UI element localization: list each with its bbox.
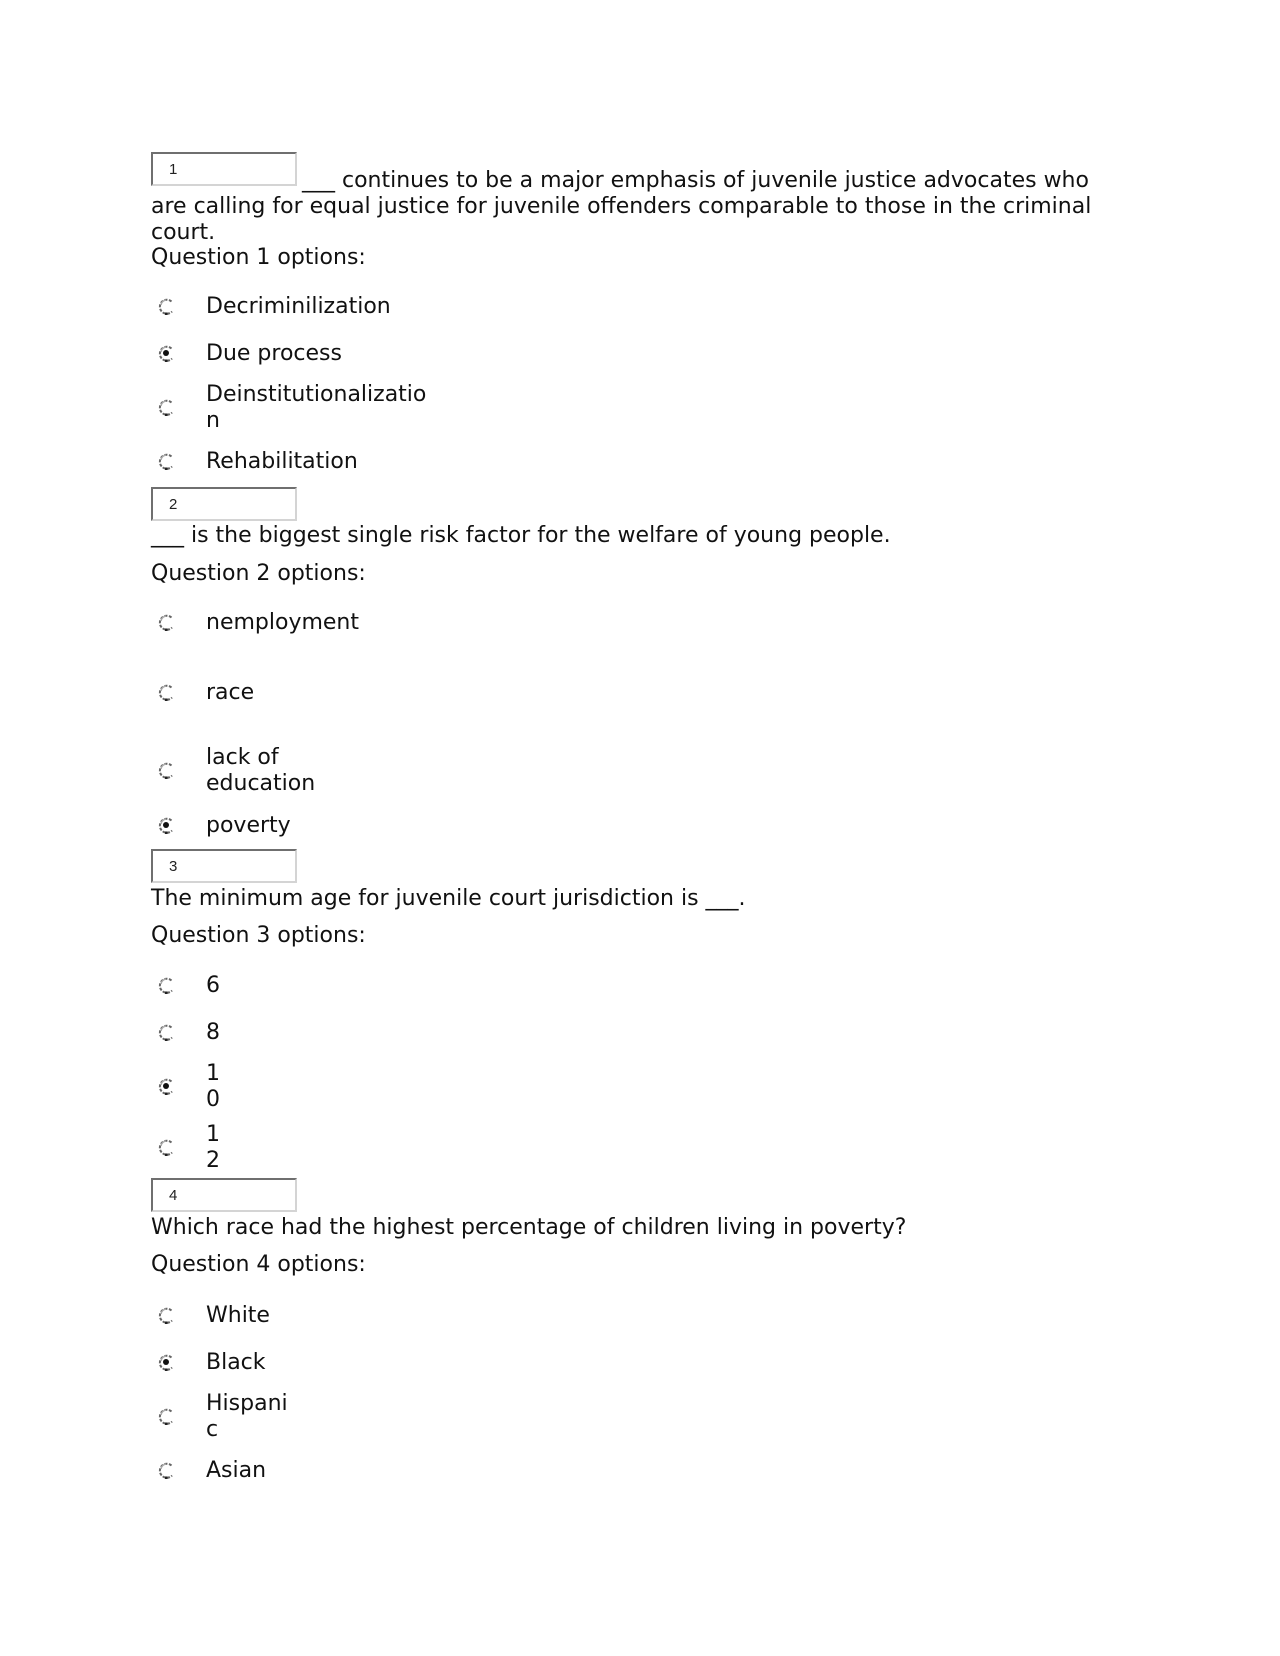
question-1-stem-text: continues to be a major emphasis of juvenile justice advocates who are calling for equal justice for juvenile offenders comparable to those in the criminal court. <box>151 168 1092 245</box>
question-4-stem: Which race had the highest percentage of children living in poverty? <box>151 1215 907 1240</box>
option-label-q2-2: race <box>206 680 255 705</box>
radio-q1-opt4[interactable] <box>156 451 176 471</box>
radio-q1-opt2[interactable] <box>156 343 176 363</box>
question-1-stem <box>151 168 1101 246</box>
option-label-q3-3-line1: 1 <box>206 1061 220 1086</box>
option-label-q1-3 <box>206 382 426 434</box>
option-label-q4-3 <box>206 1391 288 1443</box>
radio-q3-opt1[interactable] <box>156 975 176 995</box>
radio-q3-opt3[interactable] <box>156 1076 176 1096</box>
question-4-options-label: Question 4 options: <box>151 1252 366 1277</box>
radio-q4-opt4[interactable] <box>156 1460 176 1480</box>
option-label-q4-2: Black <box>206 1350 266 1375</box>
option-label-q3-4-line1: 1 <box>206 1122 220 1147</box>
option-label-q1-3-line1: Deinstitutionalizatio <box>206 382 427 407</box>
option-label-q1-4: Rehabilitation <box>206 449 358 474</box>
option-label-q3-4-line2: 2 <box>206 1148 220 1173</box>
option-label-q4-3-line2: c <box>206 1417 219 1442</box>
question-3-blank: ___ <box>705 886 739 911</box>
option-label-q4-1: White <box>206 1303 270 1328</box>
option-label-q2-1: nemployment <box>206 610 360 635</box>
question-2-stem <box>151 523 1101 549</box>
radio-q2-opt1[interactable] <box>156 612 176 632</box>
radio-q2-opt2[interactable] <box>156 682 176 702</box>
option-label-q4-4: Asian <box>206 1458 267 1483</box>
option-label-q2-3-line2: education <box>206 771 316 796</box>
radio-q2-opt4[interactable] <box>156 815 176 835</box>
question-number-box-2[interactable]: 2 <box>151 487 297 521</box>
option-label-q3-3 <box>206 1061 220 1113</box>
question-3-stem <box>151 886 1101 912</box>
radio-q1-opt3[interactable] <box>156 397 176 417</box>
option-label-q3-4 <box>206 1122 220 1174</box>
question-3-stem-end: . <box>738 886 746 911</box>
question-3-stem-text: The minimum age for juvenile court jurisdiction is <box>151 886 706 911</box>
radio-q4-opt3[interactable] <box>156 1406 176 1426</box>
option-label-q2-3-line1: lack of <box>206 745 279 770</box>
option-label-q1-2: Due process <box>206 341 342 366</box>
option-label-q3-1: 6 <box>206 973 220 998</box>
option-label-q3-3-line2: 0 <box>206 1087 220 1112</box>
option-label-q2-4: poverty <box>206 813 291 838</box>
question-number-box-4[interactable]: 4 <box>151 1178 297 1212</box>
radio-q2-opt3[interactable] <box>156 760 176 780</box>
radio-q4-opt1[interactable] <box>156 1305 176 1325</box>
question-2-blank: ___ <box>151 523 184 548</box>
question-number-box-3[interactable]: 3 <box>151 849 297 883</box>
option-label-q3-2: 8 <box>206 1020 220 1045</box>
radio-q4-opt2[interactable] <box>156 1352 176 1372</box>
question-2-options-label: Question 2 options: <box>151 561 366 586</box>
option-label-q2-3 <box>206 745 315 797</box>
radio-q3-opt4[interactable] <box>156 1137 176 1157</box>
option-label-q4-3-line1: Hispani <box>206 1391 288 1416</box>
radio-q1-opt1[interactable] <box>156 296 176 316</box>
question-number-box-1[interactable]: 1 <box>151 152 297 186</box>
question-1-blank: ___ <box>302 168 335 193</box>
question-2-stem-text: is the biggest single risk factor for the welfare of young people. <box>184 523 891 548</box>
option-label-q1-3-line2: n <box>206 408 220 433</box>
question-3-options-label: Question 3 options: <box>151 923 366 948</box>
option-label-q1-1: Decriminilization <box>206 294 391 319</box>
radio-q3-opt2[interactable] <box>156 1022 176 1042</box>
question-1-options-label: Question 1 options: <box>151 245 366 270</box>
